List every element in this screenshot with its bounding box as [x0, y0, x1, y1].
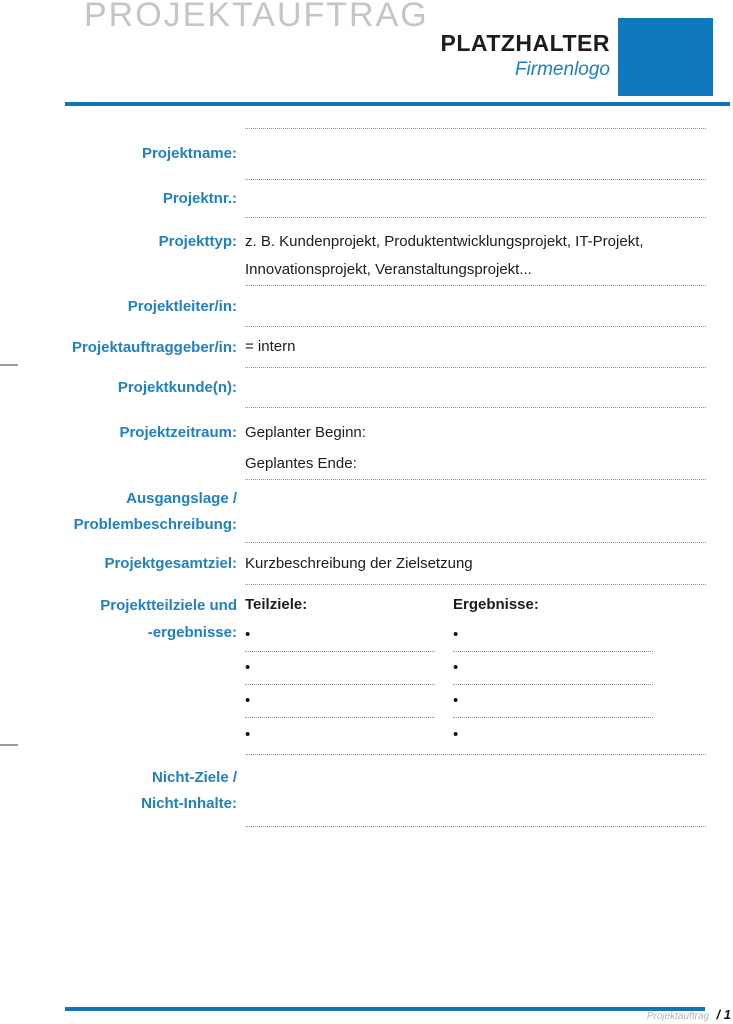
field-projektkunde[interactable] [245, 368, 706, 408]
field-label-projektauftraggeber: Projektauftraggeber/in: [71, 338, 237, 356]
header-divider [65, 102, 730, 106]
form-row-projektkunde [65, 368, 706, 408]
project-charter-form [65, 128, 706, 827]
field-label-projekttyp: Projekttyp: [158, 233, 237, 250]
field-label-nichtziele: Nicht-Ziele / Nicht-Inhalte: [141, 769, 237, 812]
field-label-projektname: Projektname: [141, 145, 237, 162]
zeitraum-beginn-label: Geplanter Beginn: [245, 424, 366, 441]
field-nichtziele[interactable] [245, 755, 706, 827]
bullet-icon: • [453, 725, 459, 743]
bullet-icon: • [245, 725, 251, 743]
field-projektzeitraum[interactable] [245, 408, 706, 480]
field-projektteilziele [245, 585, 706, 755]
teilziele-column [245, 591, 435, 751]
bullet-icon: • [453, 692, 459, 709]
field-label-ausgangslage: Ausgangslage / Problembeschreibung: [73, 489, 237, 533]
field-projektgesamtziel[interactable]: Kurzbeschreibung der Zielsetzung [245, 543, 706, 585]
bullet-icon: • [245, 626, 251, 643]
field-label-projektkunde: Projektkunde(n): [117, 379, 237, 396]
ergebnisse-item-4[interactable] [453, 718, 653, 751]
ergebnisse-item-2[interactable] [453, 652, 653, 685]
form-row-projektgesamtziel [65, 543, 706, 585]
field-projektleiter[interactable] [245, 286, 706, 327]
field-label-projektnr: Projektnr.: [162, 190, 237, 207]
field-label-projektzeitraum: Projektzeitraum: [119, 424, 237, 441]
bullet-icon: • [245, 659, 251, 676]
logo-square-icon [618, 18, 713, 96]
field-projektname[interactable] [245, 128, 706, 180]
footer-page-number: / 1 [716, 1007, 731, 1022]
field-projekttyp[interactable] [245, 218, 706, 286]
teilziele-item-3[interactable] [245, 685, 435, 718]
form-row-nichtziele [65, 755, 706, 827]
logo-subtitle: Firmenlogo [514, 59, 610, 80]
bullet-icon: • [453, 659, 459, 676]
form-row-projektleiter [65, 286, 706, 327]
form-row-projektteilziele [65, 585, 706, 755]
field-label-projektgesamtziel: Projektgesamtziel: [104, 555, 237, 572]
fold-mark-bottom [0, 744, 18, 746]
fold-mark-top [0, 364, 18, 366]
form-row-ausgangslage [65, 480, 706, 543]
ergebnisse-column [453, 591, 653, 751]
zeitraum-ende-label: Geplantes Ende: [245, 455, 357, 472]
page-title: PROJEKTAUFTRAG [84, 0, 429, 34]
teilziele-item-2[interactable] [245, 652, 435, 685]
ergebnisse-item-3[interactable] [453, 685, 653, 718]
ergebnisse-item-1[interactable] [453, 619, 653, 652]
teilziele-item-1[interactable] [245, 619, 435, 652]
form-row-projektname [65, 128, 706, 180]
projekttyp-hint-line2: Innovationsprojekt, Veranstaltungsprojekt... [245, 261, 532, 278]
footer [647, 1006, 731, 1024]
field-projektauftraggeber[interactable]: = intern [245, 327, 706, 368]
form-row-projektnr [65, 180, 706, 218]
footer-divider [65, 1007, 705, 1011]
projekttyp-hint-line1: z. B. Kundenprojekt, Produktentwicklungsprojekt, IT-Projekt, [245, 233, 644, 250]
field-label-projektteilziele: Projektteilziele und -ergebnisse: [100, 597, 237, 641]
footer-doc-name: Projektauftrag [646, 1011, 710, 1022]
logo-placeholder-text: PLATZHALTER [440, 30, 610, 56]
form-row-projektzeitraum [65, 408, 706, 480]
teilziele-column-header: Teilziele: [245, 596, 308, 613]
form-row-projektauftraggeber [65, 327, 706, 368]
bullet-icon: • [453, 626, 459, 643]
field-projektnr[interactable] [245, 180, 706, 218]
form-row-projekttyp [65, 218, 706, 286]
bullet-icon: • [245, 692, 251, 709]
field-label-projektleiter: Projektleiter/in: [127, 297, 237, 315]
ergebnisse-column-header: Ergebnisse: [453, 596, 539, 613]
field-ausgangslage[interactable] [245, 480, 706, 543]
company-logo [0, 30, 610, 81]
teilziele-item-4[interactable] [245, 718, 435, 751]
